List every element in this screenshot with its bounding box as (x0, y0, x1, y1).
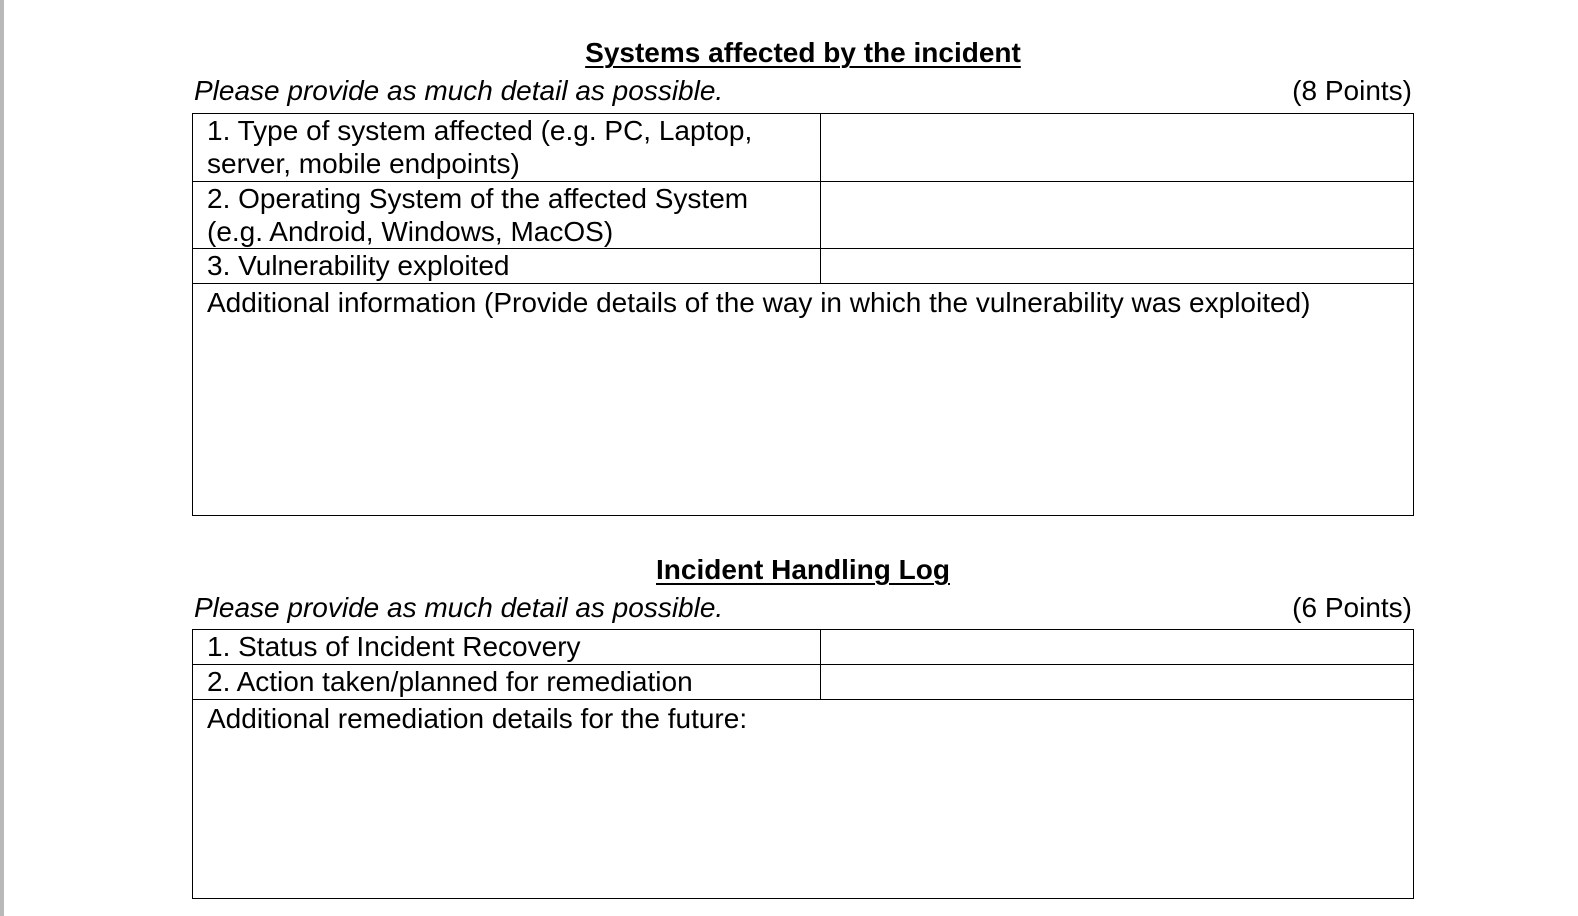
table-row (193, 700, 1413, 898)
recovery-status-field[interactable] (821, 630, 1413, 664)
row-label-recovery-status: 1. Status of Incident Recovery (193, 630, 821, 664)
table-row (193, 114, 1413, 182)
section-points-incident-handling-log: (6 Points) (1292, 592, 1412, 623)
table-row (193, 249, 1413, 284)
system-type-field[interactable] (821, 114, 1413, 181)
section-title-systems-affected: Systems affected by the incident (585, 37, 1021, 68)
page-left-edge (0, 0, 4, 916)
additional-remediation-field[interactable] (193, 735, 1413, 893)
row-label-remediation-action: 2. Action taken/planned for remediation (193, 665, 821, 699)
section-note-incident-handling-log: Please provide as much detail as possible. (194, 592, 724, 623)
table-row (193, 630, 1413, 665)
additional-remediation-label: Additional remediation details for the future: (207, 703, 748, 734)
incident-handling-log-table (192, 629, 1414, 899)
section-title-incident-handling-log: Incident Handling Log (656, 554, 950, 585)
additional-information-field[interactable] (193, 319, 1413, 509)
systems-affected-table (192, 113, 1414, 516)
table-row (193, 665, 1413, 700)
section-points-systems-affected: (8 Points) (1292, 75, 1412, 106)
vulnerability-field[interactable] (821, 249, 1413, 283)
page-right-edge (1568, 0, 1578, 916)
remediation-action-field[interactable] (821, 665, 1413, 699)
section-note-systems-affected: Please provide as much detail as possible. (194, 75, 724, 106)
table-row (193, 284, 1413, 514)
table-row (193, 182, 1413, 249)
operating-system-field[interactable] (821, 182, 1413, 248)
row-label-system-type: 1. Type of system affected (e.g. PC, Laptop, server, mobile endpoints) (193, 114, 821, 181)
additional-information-label: Additional information (Provide details of the way in which the vulnerability was exploited) (207, 287, 1311, 318)
row-label-vulnerability: 3. Vulnerability exploited (193, 249, 821, 283)
row-label-operating-system: 2. Operating System of the affected System (e.g. Android, Windows, MacOS) (193, 182, 821, 248)
